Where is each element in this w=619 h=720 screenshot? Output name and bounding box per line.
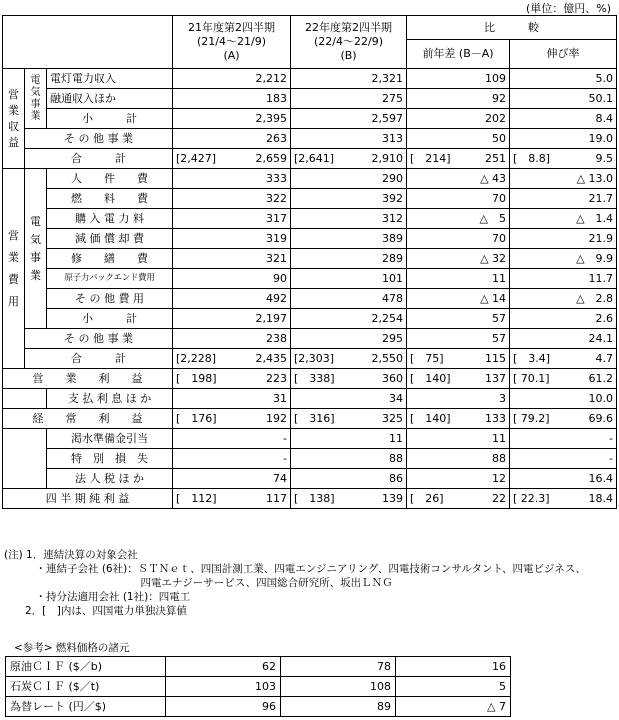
table-row: 営 業 収 益 電 気 事 業 電灯電力収入 2,212 2,321 109 5.0 bbox=[3, 69, 617, 89]
bracket-cell: [ 140] 133 bbox=[407, 409, 510, 429]
table-row: 原油ＣＩＦ ($／b) 62 78 16 bbox=[6, 657, 511, 677]
table-row: 小 計 2,395 2,597 202 8.4 bbox=[3, 109, 617, 129]
header-row bbox=[3, 16, 617, 40]
table-row: そ の 他 事 業 263 313 50 19.0 bbox=[3, 129, 617, 149]
header-col-b: 22年度第2四半期 (22/4～22/9) (B) bbox=[291, 16, 407, 69]
table-row: 四 半 期 純 利 益 [ 112] 117 [ 138] 139 [ 26] 22 [ 22.3] 18.4 bbox=[3, 489, 617, 509]
footnotes: (注) 1．連結決算の対象会社 ・連結子会社 (6社)：ＳＴＮｅｔ、四国計測工業、四電エンジニアリング、四電技術コンサルタント、四電ビジネス、 四電エナジーサービス、四国総合研究所、坂出ＬＮＧ ・持分法適用会社 (1社)：四電工 2．[ ]内は、四国電力単独決算値 bbox=[4, 549, 587, 617]
group-expense bbox=[3, 169, 25, 369]
bracket-cell: [ 3.4] 4.7 bbox=[510, 349, 617, 369]
header-col-a: 21年度第2四半期 (21/4～21/9) (A) bbox=[173, 16, 291, 69]
table-row: 修 繕 費 321 289 △ 32 △ 9.9 bbox=[3, 249, 617, 269]
bracket-cell: [ 140] 137 bbox=[407, 369, 510, 389]
table-row: 為替レート (円／$) 96 89 △ 7 bbox=[6, 697, 511, 717]
bracket-cell: [ 214] 251 bbox=[407, 149, 510, 169]
table-row: そ の 他 事 業 238 295 57 24.1 bbox=[3, 329, 617, 349]
bracket-cell: [ 70.1] 61.2 bbox=[510, 369, 617, 389]
bracket-cell: [2,228] 2,435 bbox=[173, 349, 291, 369]
bracket-cell: [2,427] 2,659 bbox=[173, 149, 291, 169]
table-row: 小 計 2,197 2,254 57 2.6 bbox=[3, 309, 617, 329]
table-row: 合 計 [2,228] 2,435 [2,303] 2,550 [ 75] 115 [ 3.4] 4.7 bbox=[3, 349, 617, 369]
table-row: 経 常 利 益 [ 176] 192 [ 316] 325 [ 140] 133 [ 79.2] 69.6 bbox=[3, 409, 617, 429]
table-row: 合 計 [2,427] 2,659 [2,641] 2,910 [ 214] 251 [ 8.8] 9.5 bbox=[3, 149, 617, 169]
vertical-label: 営 業 収 益 bbox=[8, 87, 19, 149]
group-elec-revenue bbox=[25, 69, 47, 129]
bracket-cell: [2,303] 2,550 bbox=[291, 349, 407, 369]
table-row: そ の 他 費 用 492 478 △ 14 △ 2.8 bbox=[3, 289, 617, 309]
bracket-cell: [2,641] 2,910 bbox=[291, 149, 407, 169]
table-row: 営 業 利 益 [ 198] 223 [ 338] 360 [ 140] 137 [ 70.1] 61.2 bbox=[3, 369, 617, 389]
table-row: 営 業 費 用 電 気 事 業 人 件 費 333 290 △ 43 △ 13.0 bbox=[3, 169, 617, 189]
table-row: 石炭ＣＩＦ ($／t) 103 108 5 bbox=[6, 677, 511, 697]
bracket-cell: [ 75] 115 bbox=[407, 349, 510, 369]
fuel-price-table bbox=[5, 656, 511, 717]
table-row: 購 入 電 力 料 317 312 △ 5 △ 1.4 bbox=[3, 209, 617, 229]
bracket-cell: [ 8.8] 9.5 bbox=[510, 149, 617, 169]
table-row: 燃 料 費 322 392 70 21.7 bbox=[3, 189, 617, 209]
table-row: 減 価 償 却 費 319 389 70 21.9 bbox=[3, 229, 617, 249]
header-compare: 比 較 bbox=[407, 16, 617, 40]
table-row: 融通収入ほか 183 275 92 50.1 bbox=[3, 89, 617, 109]
bracket-cell: [ 198] 223 bbox=[173, 369, 291, 389]
financial-results-table bbox=[2, 15, 617, 509]
bracket-cell: [ 79.2] 69.6 bbox=[510, 409, 617, 429]
bracket-cell: [ 176] 192 bbox=[173, 409, 291, 429]
bracket-cell: [ 22.3] 18.4 bbox=[510, 489, 617, 509]
bracket-cell: [ 26] 22 bbox=[407, 489, 510, 509]
vertical-label: 営 業 費 用 bbox=[8, 228, 19, 308]
table-row: 渇水準備金引当 - 11 11 - bbox=[3, 429, 617, 449]
bracket-cell: [ 316] 325 bbox=[291, 409, 407, 429]
bracket-cell: [ 338] 360 bbox=[291, 369, 407, 389]
table-row: 支 払 利 息 ほ か 31 34 3 10.0 bbox=[3, 389, 617, 409]
header-diff: 前年差 (B－A) bbox=[407, 40, 510, 69]
unit-label: (単位：億円、%) bbox=[525, 2, 611, 15]
bracket-cell: [ 112] 117 bbox=[173, 489, 291, 509]
group-elec-expense bbox=[25, 169, 47, 329]
table-row: 特 別 損 失 - 88 88 - bbox=[3, 449, 617, 469]
table-row: 法 人 税 ほ か 74 86 12 16.4 bbox=[3, 469, 617, 489]
header-corner bbox=[3, 16, 173, 69]
bracket-cell: [ 138] 139 bbox=[291, 489, 407, 509]
header-rate: 伸び率 bbox=[510, 40, 617, 69]
reference-title: <参考> 燃料価格の諸元 bbox=[14, 642, 130, 654]
table-row: 原子力バックエンド費用 90 101 11 11.7 bbox=[3, 269, 617, 289]
group-revenue bbox=[3, 69, 25, 169]
vertical-label: 電 気 事 業 bbox=[30, 214, 41, 282]
vertical-label: 電 気 事 業 bbox=[30, 74, 41, 122]
